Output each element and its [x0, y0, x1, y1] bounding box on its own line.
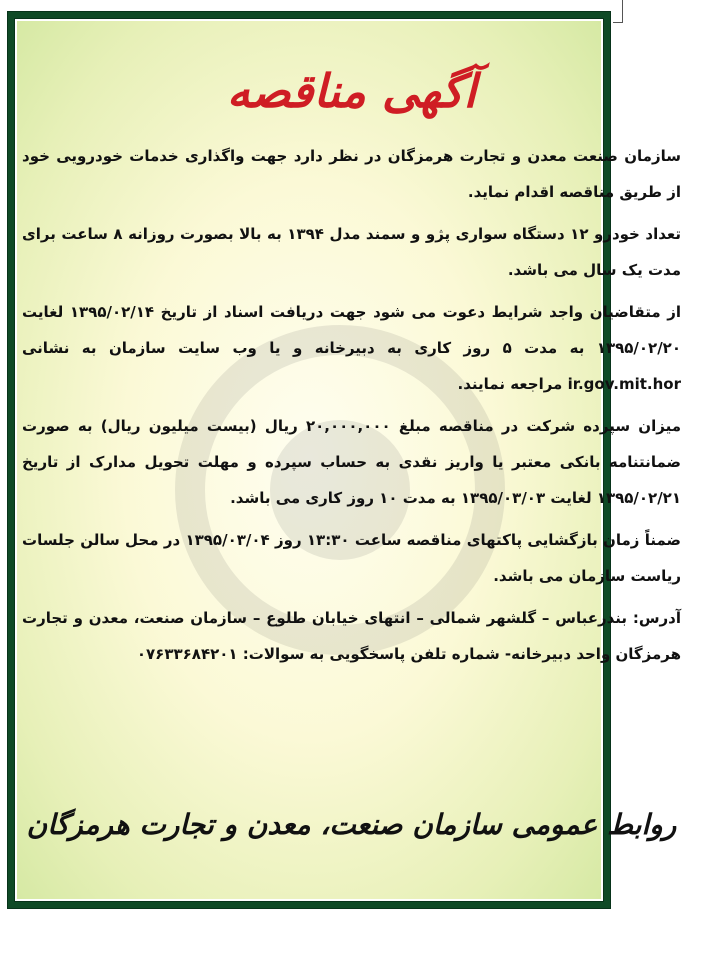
notice-title: آگهی مناقصه — [226, 64, 477, 118]
notice-paragraph-1: سازمان صنعت معدن و تجارت هرمزگان در نظر دارد جهت واگذاری خدمات خودرویی خود از طریق مناقصه اقدام نماید. — [22, 147, 681, 201]
notice-paragraph-5: ضمناً زمان بازگشایی پاکتهای مناقصه ساعت ۱۳:۳۰ روز ۱۳۹۵/۰۳/۰۴ در محل سالن جلسات ریاست سازمان می باشد. — [22, 531, 681, 585]
crop-mark-horizontal — [613, 22, 623, 23]
notice-paragraph-address: آدرس: بندرعباس – گلشهر شمالی – انتهای خیابان طلوع – سازمان صنعت، معدن و تجارت هرمزگان واحد دبیرخانه- شماره تلفن پاسخگویی به سوالات: ۰۷۶۳۳۶۸۴۲۰۱ — [22, 609, 681, 663]
notice-paragraph-3: از متقاضیان واجد شرایط دعوت می شود جهت دریافت اسناد از تاریخ ۱۳۹۵/۰۲/۱۴ لغایت ۱۳۹۵/۰۲/۲۰ به مدت ۵ روز کاری به دبیرخانه و یا وب سایت سازمان به نشانی ir.gov.mit.hor مراجعه نمایند. — [22, 303, 681, 393]
notice-content — [22, 58, 681, 678]
crop-mark-vertical — [622, 0, 623, 22]
notice-signature: روابط عمومی سازمان صنعت، معدن و تجارت هرمزگان — [26, 808, 677, 841]
notice-paragraph-2: تعداد خودرو ۱۲ دستگاه سواری پژو و سمند مدل ۱۳۹۴ به بالا بصورت روزانه ۸ ساعت برای مدت یک سال می باشد. — [22, 225, 681, 279]
notice-paragraph-4: میزان سپرده شرکت در مناقصه مبلغ ۲۰,۰۰۰,۰۰۰ ریال (بیست میلیون ریال) به صورت ضمانتنامه بانکی معتبر یا واریز نقدی به حساب سپرده و مهلت تحویل مدارک از تاریخ ۱۳۹۵/۰۲/۲۱ لغایت ۱۳۹۵/۰۳/۰۳ به مدت ۱۰ روز کاری می باشد. — [22, 417, 681, 507]
